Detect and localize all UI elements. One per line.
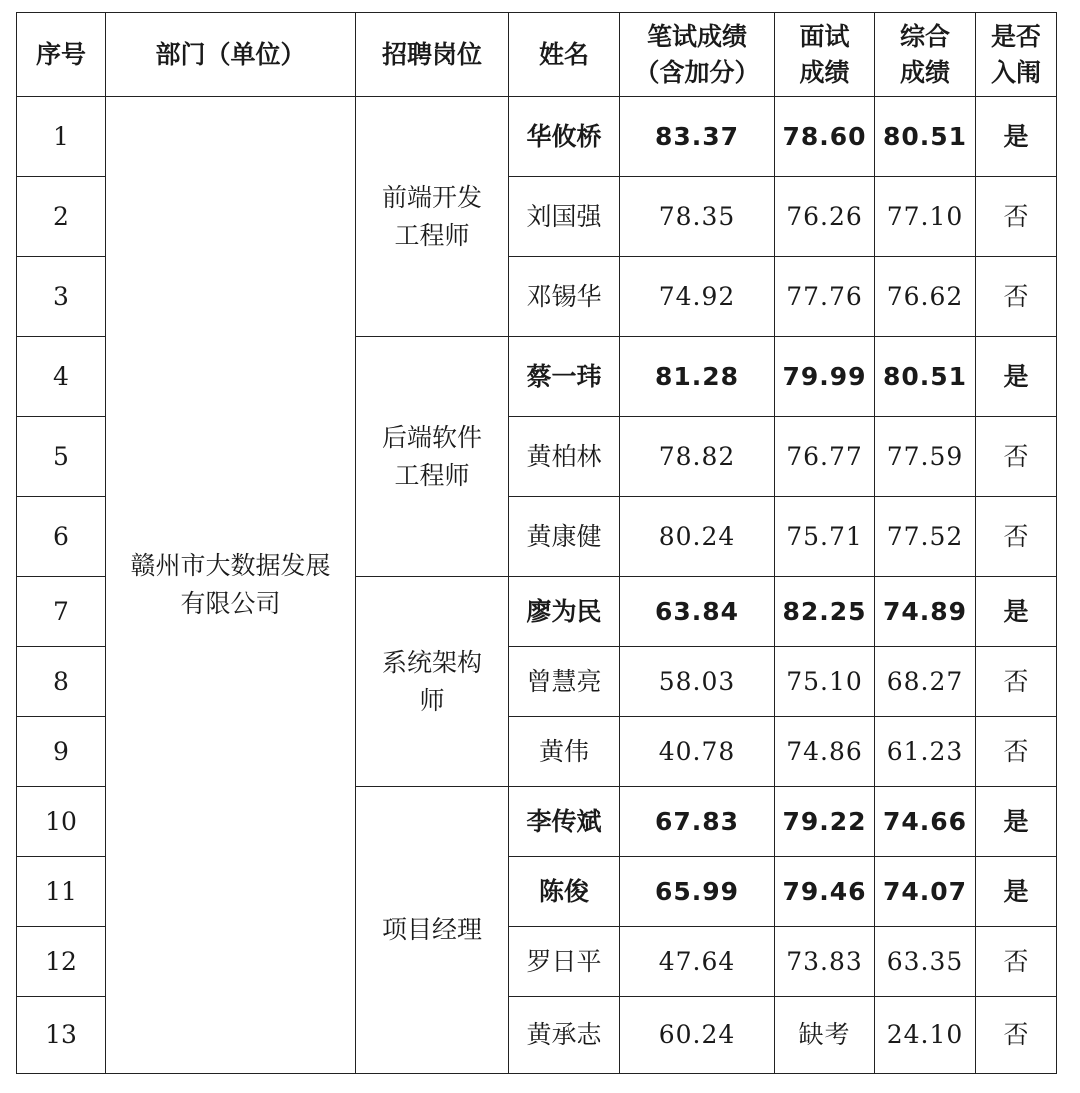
seq-cell: 9 bbox=[17, 717, 106, 787]
admitted-cell: 否 bbox=[976, 997, 1057, 1074]
admitted-cell: 是 bbox=[976, 857, 1057, 927]
interview-score-cell: 79.22 bbox=[775, 787, 875, 857]
seq-cell: 11 bbox=[17, 857, 106, 927]
total-score-cell: 80.51 bbox=[875, 97, 976, 177]
written-score-cell: 74.92 bbox=[620, 257, 775, 337]
total-score-cell: 77.10 bbox=[875, 177, 976, 257]
name-cell: 黄伟 bbox=[509, 717, 620, 787]
interview-score-cell: 77.76 bbox=[775, 257, 875, 337]
seq-cell: 2 bbox=[17, 177, 106, 257]
post-line2: 师 bbox=[419, 685, 445, 715]
header-interview-score bbox=[775, 13, 875, 97]
header-written-line1: 笔试成绩 bbox=[646, 21, 747, 51]
name-cell: 陈俊 bbox=[509, 857, 620, 927]
total-score-cell: 77.52 bbox=[875, 497, 976, 577]
admitted-cell: 是 bbox=[976, 787, 1057, 857]
interview-score-cell: 缺考 bbox=[775, 997, 875, 1074]
interview-score-cell: 76.77 bbox=[775, 417, 875, 497]
name-cell: 黄柏林 bbox=[509, 417, 620, 497]
admitted-cell: 否 bbox=[976, 417, 1057, 497]
written-score-cell: 78.82 bbox=[620, 417, 775, 497]
total-score-cell: 24.10 bbox=[875, 997, 976, 1074]
header-admitted-line1: 是否 bbox=[990, 21, 1041, 51]
name-cell: 黄承志 bbox=[509, 997, 620, 1074]
name-cell: 李传斌 bbox=[509, 787, 620, 857]
header-seq: 序号 bbox=[17, 13, 106, 97]
header-interview-line1: 面试 bbox=[799, 21, 850, 51]
admitted-cell: 是 bbox=[976, 577, 1057, 647]
seq-cell: 12 bbox=[17, 927, 106, 997]
header-total-line2: 成绩 bbox=[899, 57, 950, 87]
name-cell: 曾慧亮 bbox=[509, 647, 620, 717]
written-score-cell: 65.99 bbox=[620, 857, 775, 927]
header-department: 部门（单位） bbox=[106, 13, 356, 97]
total-score-cell: 77.59 bbox=[875, 417, 976, 497]
seq-cell: 5 bbox=[17, 417, 106, 497]
header-total-score bbox=[875, 13, 976, 97]
seq-cell: 13 bbox=[17, 997, 106, 1074]
written-score-cell: 58.03 bbox=[620, 647, 775, 717]
header-written-line2: （含加分） bbox=[634, 57, 760, 87]
admitted-cell: 否 bbox=[976, 717, 1057, 787]
admitted-cell: 是 bbox=[976, 97, 1057, 177]
admitted-cell: 否 bbox=[976, 927, 1057, 997]
post-line1: 后端软件 bbox=[381, 422, 482, 452]
post-cell-backend bbox=[356, 337, 509, 577]
admitted-cell: 否 bbox=[976, 257, 1057, 337]
seq-cell: 8 bbox=[17, 647, 106, 717]
written-score-cell: 60.24 bbox=[620, 997, 775, 1074]
name-cell: 廖为民 bbox=[509, 577, 620, 647]
name-cell: 罗日平 bbox=[509, 927, 620, 997]
seq-cell: 7 bbox=[17, 577, 106, 647]
total-score-cell: 80.51 bbox=[875, 337, 976, 417]
name-cell: 邓锡华 bbox=[509, 257, 620, 337]
interview-score-cell: 79.46 bbox=[775, 857, 875, 927]
total-score-cell: 63.35 bbox=[875, 927, 976, 997]
department-line2: 有限公司 bbox=[180, 589, 281, 618]
admitted-cell: 否 bbox=[976, 177, 1057, 257]
name-cell: 刘国强 bbox=[509, 177, 620, 257]
written-score-cell: 63.84 bbox=[620, 577, 775, 647]
seq-cell: 10 bbox=[17, 787, 106, 857]
header-row bbox=[17, 13, 1057, 97]
written-score-cell: 47.64 bbox=[620, 927, 775, 997]
written-score-cell: 67.83 bbox=[620, 787, 775, 857]
table-row bbox=[17, 97, 1057, 177]
header-admitted-line2: 入闱 bbox=[990, 57, 1041, 87]
written-score-cell: 78.35 bbox=[620, 177, 775, 257]
post-cell-architect bbox=[356, 577, 509, 787]
interview-score-cell: 76.26 bbox=[775, 177, 875, 257]
written-score-cell: 83.37 bbox=[620, 97, 775, 177]
admitted-cell: 否 bbox=[976, 497, 1057, 577]
admitted-cell: 是 bbox=[976, 337, 1057, 417]
name-cell: 蔡一玮 bbox=[509, 337, 620, 417]
total-score-cell: 74.07 bbox=[875, 857, 976, 927]
interview-score-cell: 78.60 bbox=[775, 97, 875, 177]
admitted-cell: 否 bbox=[976, 647, 1057, 717]
post-line1: 项目经理 bbox=[381, 915, 482, 944]
interview-score-cell: 82.25 bbox=[775, 577, 875, 647]
post-cell-project-manager bbox=[356, 787, 509, 1074]
interview-score-cell: 79.99 bbox=[775, 337, 875, 417]
total-score-cell: 76.62 bbox=[875, 257, 976, 337]
total-score-cell: 74.89 bbox=[875, 577, 976, 647]
post-cell-frontend bbox=[356, 97, 509, 337]
post-line2: 工程师 bbox=[394, 220, 470, 250]
department-line1: 赣州市大数据发展 bbox=[130, 551, 331, 580]
header-interview-line2: 成绩 bbox=[799, 57, 850, 87]
post-line1: 系统架构 bbox=[381, 647, 482, 677]
name-cell: 华攸桥 bbox=[509, 97, 620, 177]
seq-cell: 4 bbox=[17, 337, 106, 417]
interview-score-cell: 75.71 bbox=[775, 497, 875, 577]
written-score-cell: 81.28 bbox=[620, 337, 775, 417]
header-written-score bbox=[620, 13, 775, 97]
written-score-cell: 40.78 bbox=[620, 717, 775, 787]
total-score-cell: 61.23 bbox=[875, 717, 976, 787]
name-cell: 黄康健 bbox=[509, 497, 620, 577]
post-line1: 前端开发 bbox=[381, 182, 482, 212]
written-score-cell: 80.24 bbox=[620, 497, 775, 577]
header-total-line1: 综合 bbox=[899, 21, 950, 51]
total-score-cell: 74.66 bbox=[875, 787, 976, 857]
header-post: 招聘岗位 bbox=[356, 13, 509, 97]
seq-cell: 6 bbox=[17, 497, 106, 577]
seq-cell: 1 bbox=[17, 97, 106, 177]
header-admitted bbox=[976, 13, 1057, 97]
score-table bbox=[16, 12, 1057, 1074]
department-cell bbox=[106, 97, 356, 1074]
header-name: 姓名 bbox=[509, 13, 620, 97]
total-score-cell: 68.27 bbox=[875, 647, 976, 717]
interview-score-cell: 74.86 bbox=[775, 717, 875, 787]
seq-cell: 3 bbox=[17, 257, 106, 337]
post-line2: 工程师 bbox=[394, 460, 470, 490]
interview-score-cell: 73.83 bbox=[775, 927, 875, 997]
interview-score-cell: 75.10 bbox=[775, 647, 875, 717]
